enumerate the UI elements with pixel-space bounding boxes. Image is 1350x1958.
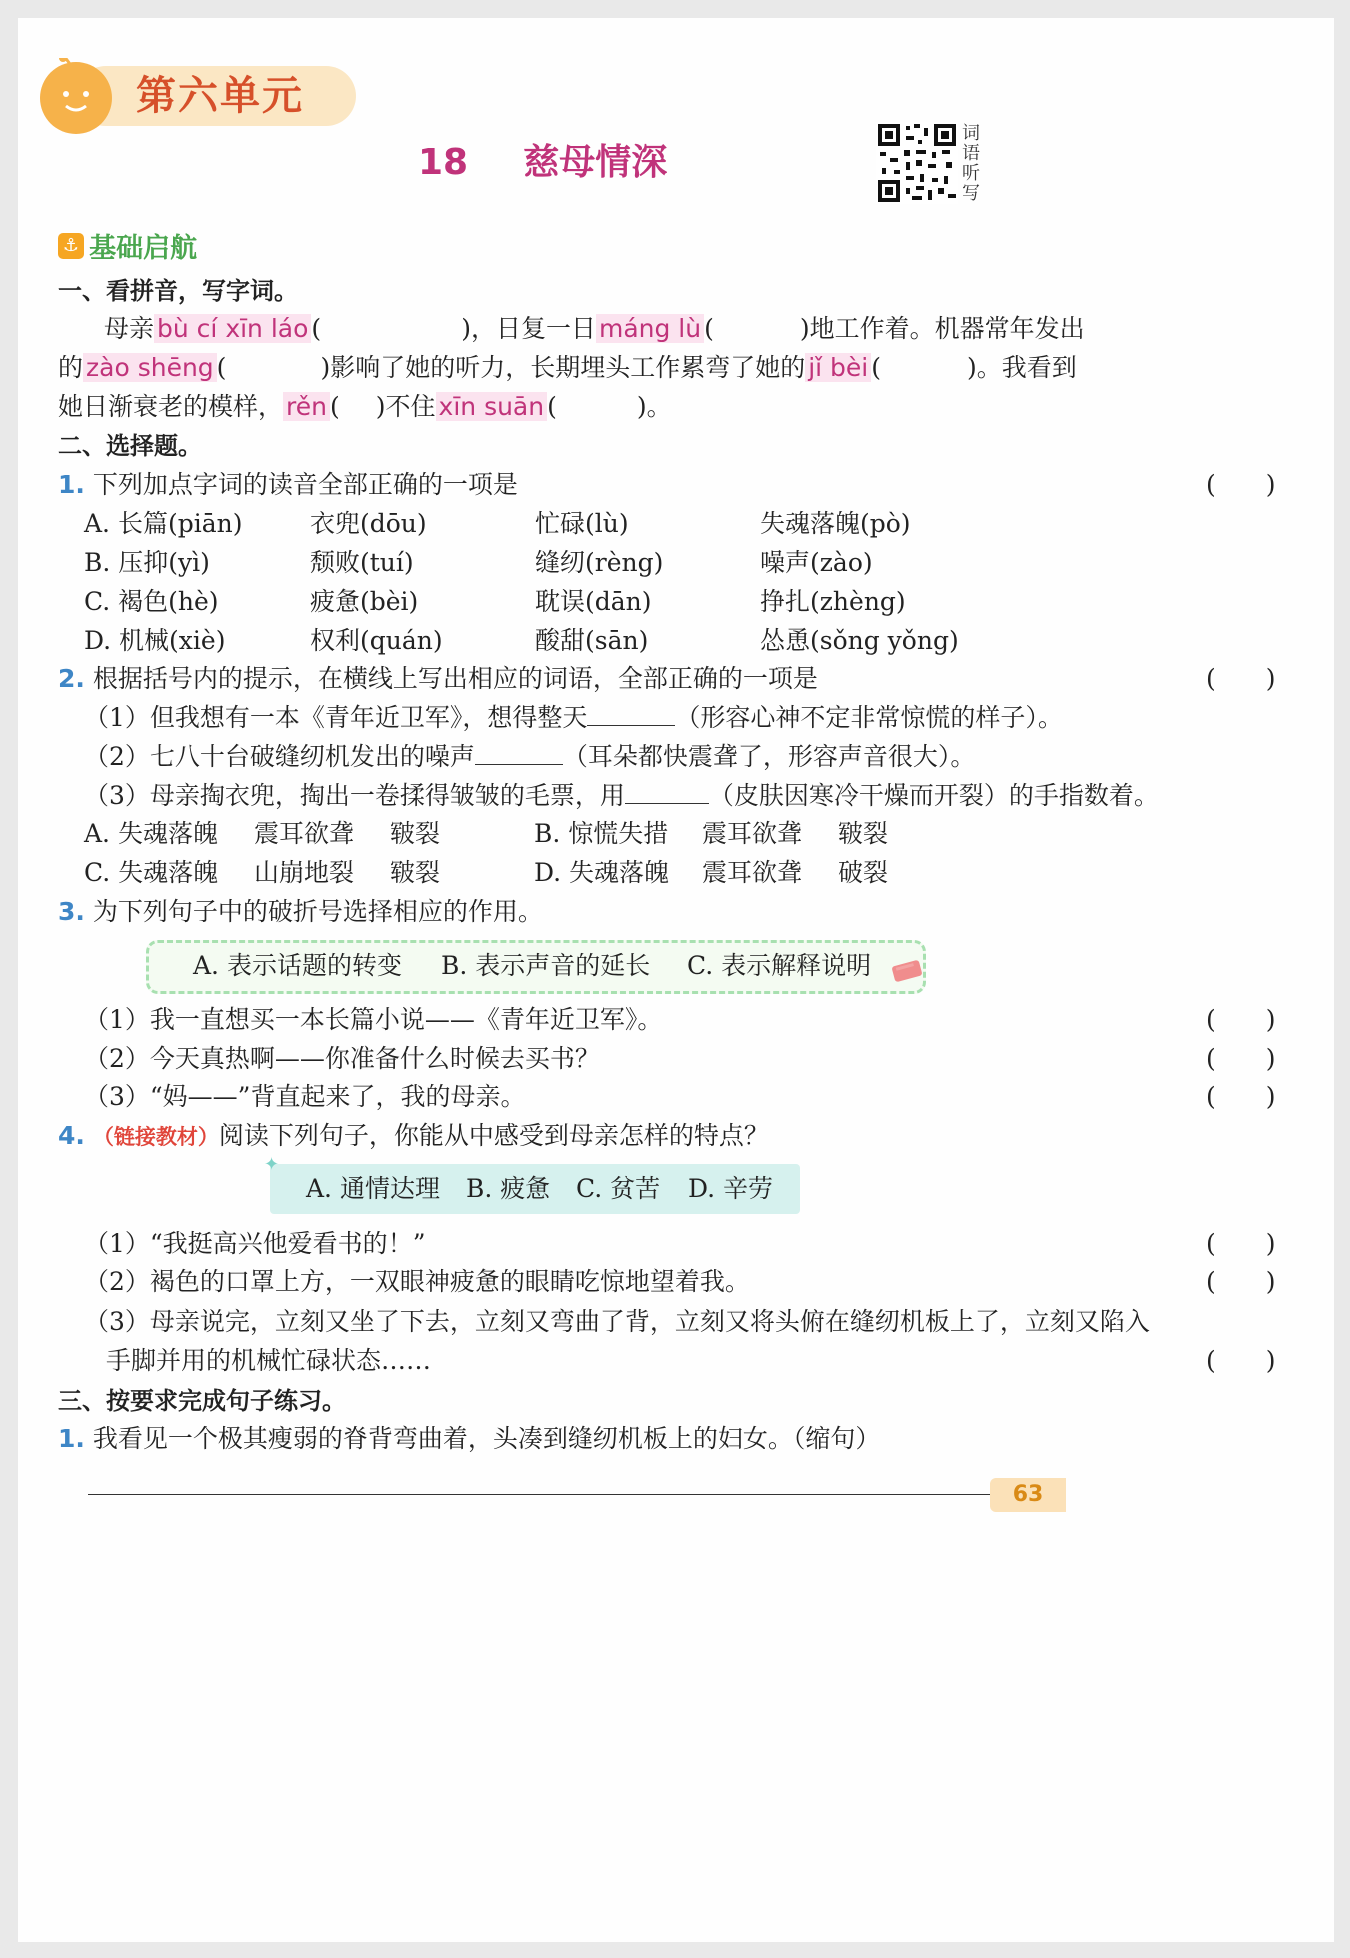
q2-stem	[58, 662, 1286, 696]
q2-option-cell: D. 失魂落魄	[534, 858, 670, 887]
text: 她日渐衰老的模样，	[58, 392, 284, 421]
q4-item-1	[84, 1227, 1286, 1261]
q1-option-cell: C. 褐色(hè)	[84, 587, 219, 616]
item-text: （3）“妈——”背直起来了，我的母亲。	[84, 1082, 526, 1111]
q3-choice-a: A. 表示话题的转变	[193, 951, 402, 980]
q4-choice-d: D. 辛劳	[688, 1174, 774, 1203]
q4-choice-a: A. 通情达理	[306, 1174, 440, 1203]
question-number: 1.	[58, 470, 85, 499]
part3-heading: 三、按要求完成句子练习。	[58, 1387, 346, 1415]
answer-box[interactable]: ( )	[1206, 664, 1276, 693]
worksheet-page	[18, 18, 1334, 1942]
pinyin: bù cí xīn láo	[154, 314, 311, 343]
lesson-title	[418, 140, 667, 186]
answer-blank[interactable]	[587, 701, 675, 726]
item-hint: （耳朵都快震聋了，形容声音很大）。	[562, 742, 976, 771]
text: 地工作着。机器常年发出	[809, 314, 1085, 343]
q2-option-cell: 震耳欲聋	[702, 858, 803, 887]
answer-box[interactable]: ( )	[1206, 1044, 1276, 1073]
p3-q1-stem	[58, 1422, 880, 1456]
q1-option-cell: B. 压抑(yì)	[84, 548, 210, 577]
item-text: （1）但我想有一本《青年近卫军》，想得整天	[84, 703, 588, 732]
q2-item-3	[84, 779, 1159, 813]
q1-option-cell: 疲惫(bèi)	[310, 587, 419, 616]
q2-option-cell: B. 惊慌失措	[534, 819, 669, 848]
question-text: 阅读下列句子，你能从中感受到母亲怎样的特点？	[218, 1121, 769, 1150]
text: ，日复一日	[470, 314, 596, 343]
part1-heading: 一、看拼音，写字词。	[58, 277, 298, 305]
q2-option-cell: 破裂	[838, 858, 889, 887]
pinyin: rěn	[283, 392, 330, 421]
section-title: 基础启航	[89, 233, 198, 264]
q1-option-cell: 衣兜(dōu)	[310, 509, 427, 538]
q1-stem	[58, 468, 1286, 502]
q1-option-cell: 怂恿(sǒng yǒng)	[760, 626, 959, 655]
text: 母亲	[104, 314, 155, 343]
text: 不住	[385, 392, 436, 421]
q3-item-3	[84, 1080, 1286, 1114]
q3-item-1	[84, 1003, 1286, 1037]
question-number: 3.	[58, 897, 85, 926]
part2-heading: 二、选择题。	[58, 432, 202, 460]
answer-box[interactable]: ( )	[1206, 1082, 1276, 1111]
q2-item-2	[84, 740, 975, 774]
unit-title: 第六单元	[136, 72, 304, 119]
anchor-icon: ⚓	[58, 233, 84, 259]
q4-stem	[58, 1119, 769, 1154]
item-text: 手脚并用的机械忙碌状态……	[106, 1346, 432, 1375]
q2-option-cell: 皲裂	[838, 819, 889, 848]
question-text: 下列加点字词的读音全部正确的一项是	[92, 470, 518, 499]
question-text: 我看见一个极其瘦弱的脊背弯曲着，头凑到缝纫机板上的妇女。（缩句）	[92, 1424, 881, 1453]
item-hint: （形容心神不定非常惊慌的样子）。	[675, 703, 1063, 732]
item-text: （3）母亲掏衣兜，掏出一卷揉得皱皱的毛票，用	[84, 781, 625, 810]
qr-code[interactable]	[876, 122, 958, 204]
q3-choice-c: C. 表示解释说明	[687, 951, 872, 980]
q3-stem	[58, 895, 543, 929]
q1-option-cell: 忙碌(lù)	[535, 509, 629, 538]
question-text: 根据括号内的提示，在横线上写出相应的词语，全部正确的一项是	[92, 664, 818, 693]
answer-blank[interactable]	[321, 313, 461, 337]
q4-item-2	[84, 1265, 1286, 1299]
q3-item-2	[84, 1042, 1286, 1076]
item-text: （2）褐色的口罩上方，一双眼神疲惫的眼睛吃惊地望着我。	[84, 1267, 750, 1296]
question-number: 4.	[58, 1121, 85, 1150]
q4-choice-b: B. 疲惫	[466, 1174, 551, 1203]
page-number: 63	[1012, 1482, 1044, 1507]
page-number-tab	[990, 1478, 1066, 1512]
q1-option-cell: A. 长篇(piān)	[84, 509, 243, 538]
q2-option-cell: 震耳欲聋	[702, 819, 803, 848]
q2-option-cell: 山崩地裂	[254, 858, 355, 887]
q3-choice-b: B. 表示声音的延长	[441, 951, 651, 980]
text: 。	[646, 392, 672, 421]
q3-choices-box	[146, 940, 926, 994]
q1-option-cell: 缝纫(rèng)	[535, 548, 664, 577]
item-text: （1）“我挺高兴他爱看书的！”	[84, 1229, 426, 1258]
item-text: （1）我一直想买一本长篇小说——《青年近卫军》。	[84, 1005, 663, 1034]
q4-item-3-cont	[84, 1344, 1286, 1378]
answer-box[interactable]: ( )	[1206, 470, 1276, 499]
q2-item-1	[84, 701, 1063, 735]
sparkle-icon: ✦	[264, 1154, 280, 1175]
qr-code-icon	[876, 122, 958, 204]
q1-option-cell: 失魂落魄(pò)	[760, 509, 911, 538]
q2-option-cell: 震耳欲聋	[254, 819, 355, 848]
unit-banner	[36, 58, 358, 136]
answer-box[interactable]: ( )	[1206, 1229, 1276, 1258]
lesson-name: 慈母情深	[523, 142, 668, 183]
q1-option-cell: 挣扎(zhèng)	[760, 587, 906, 616]
item-text: （2）七八十台破缝纫机发出的噪声	[84, 742, 475, 771]
q1-option-cell: 耽误(dān)	[535, 587, 652, 616]
answer-blank[interactable]	[714, 313, 800, 337]
q2-option-cell: A. 失魂落魄	[84, 819, 218, 848]
text: 影响了她的听力，长期埋头工作累弯了她的	[330, 353, 806, 382]
book-icon	[889, 955, 925, 985]
pinyin: máng lù	[596, 314, 704, 343]
q1-option-cell: 酸甜(sān)	[535, 626, 649, 655]
part1-line2: 的 zào shēng ( )影响了她的听力，长期埋头工作累弯了她的 jǐ bèi ( )。我看到	[58, 353, 1077, 382]
pinyin: zào shēng	[83, 353, 217, 382]
question-number: 2.	[58, 664, 85, 693]
answer-blank[interactable]	[340, 391, 376, 415]
answer-blank[interactable]	[557, 391, 637, 415]
item-hint: （皮肤因寒冷干燥而开裂）的手指数着。	[708, 781, 1159, 810]
question-number: 1.	[58, 1424, 85, 1453]
item-text: （2）今天真热啊——你准备什么时候去买书？	[84, 1044, 600, 1073]
q4-choice-c: C. 贫苦	[576, 1174, 661, 1203]
lesson-number: 18	[418, 142, 469, 183]
answer-line[interactable]	[88, 1494, 992, 1495]
question-text: 为下列句子中的破折号选择相应的作用。	[92, 897, 543, 926]
q1-option-cell: 噪声(zào)	[760, 548, 873, 577]
q4-choices-box	[264, 1154, 800, 1214]
q2-option-cell: 皲裂	[390, 858, 441, 887]
q1-option-cell: D. 机械(xiè)	[84, 626, 226, 655]
part1-line3: 她日渐衰老的模样， rěn ( )不住 xīn suān ( )。	[58, 392, 672, 421]
answer-box[interactable]: ( )	[1206, 1267, 1276, 1296]
q1-option-cell: 权利(quán)	[310, 626, 443, 655]
q2-option-cell: 皲裂	[390, 819, 441, 848]
pinyin: jǐ bèi	[805, 353, 871, 382]
answer-blank[interactable]	[625, 779, 709, 804]
q1-option-cell: 颓败(tuí)	[310, 548, 414, 577]
part1-line1: 母亲 bù cí xīn láo ( )，日复一日 máng lù ( )地工作着。机器常年发出	[104, 314, 1085, 343]
answer-blank[interactable]	[475, 740, 563, 765]
section-header	[58, 226, 197, 265]
text: 的	[58, 353, 84, 382]
answer-box[interactable]: ( )	[1206, 1346, 1276, 1375]
qr-label: 词语听写	[962, 123, 980, 204]
item-text: （3）母亲说完，立刻又坐了下去，立刻又弯曲了背，立刻又将头俯在缝纫机板上了，立刻又陷入	[84, 1307, 1150, 1336]
q4-item-3	[84, 1305, 1150, 1339]
pinyin: xīn suān	[436, 392, 548, 421]
answer-blank[interactable]	[226, 352, 320, 376]
answer-blank[interactable]	[881, 352, 967, 376]
q2-option-cell: C. 失魂落魄	[84, 858, 219, 887]
answer-box[interactable]: ( )	[1206, 1005, 1276, 1034]
text: 。我看到	[976, 353, 1077, 382]
textbook-link-tag: （链接教材）	[92, 1124, 219, 1149]
